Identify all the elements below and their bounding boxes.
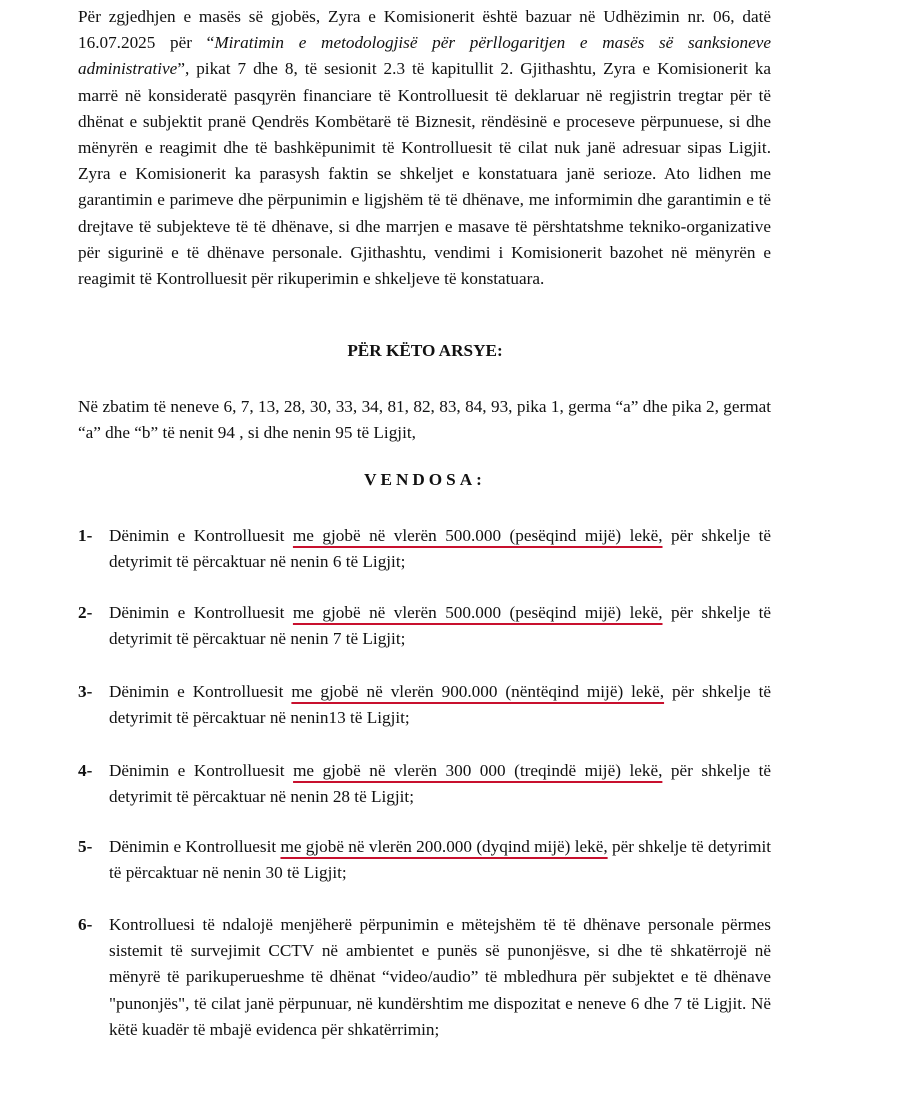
item-text-pre: Dënimin e Kontrolluesit	[109, 603, 293, 622]
heading-reasons: PËR KËTO ARSYE:	[347, 341, 503, 360]
decision-item-number: 6-	[78, 915, 93, 934]
decision-item-text	[109, 679, 771, 731]
decision-item-1	[78, 523, 771, 575]
item-text-post: për shkelje të detyrimit të përcaktuar në nenin13 të Ligjit;	[109, 682, 771, 728]
item-text-post: për shkelje të detyrimit të përcaktuar në nenin 28 të Ligjit;	[109, 761, 771, 807]
intro-paragraph	[78, 4, 771, 292]
decision-item-text	[109, 600, 771, 652]
decision-item-5	[78, 834, 771, 886]
decision-item-text: Kontrolluesi të ndalojë menjëherë përpunimin e mëtejshëm të të dhënave personale përmes sistemit të survejimit CCTV në ambientet e punës së punonjësve, si dhe të shkatërrojë në mënyrë të parikuperueshme të dhënat “video/audio” të mbledhura për subjektet e të dhënave "punonjës", të cilat janë përpunuar, në kundërshtim me dispozitat e neneve 6 dhe 7 të Ligjit. Në këtë kuadër të mbajë evidenca për shkatërrimin;	[109, 915, 771, 1039]
fine-amount-underlined: me gjobë në vlerën 300 000 (treqindë mijë) lekë,	[293, 761, 663, 780]
item-text-pre: Dënimin e Kontrolluesit	[109, 526, 293, 545]
heading-decide: VENDOSA:	[364, 470, 486, 489]
item-text-pre: Dënimin e Kontrolluesit	[109, 761, 294, 780]
decision-item-text	[109, 758, 771, 810]
decision-item-number: 1-	[78, 526, 93, 545]
decision-item-4	[78, 758, 771, 810]
decision-item-text	[109, 523, 771, 575]
item-text-pre: Dënimin e Kontrolluesit	[109, 682, 292, 701]
fine-amount-underlined: me gjobë në vlerën 200.000 (dyqind mijë) lekë,	[280, 837, 608, 856]
decision-item-text	[109, 834, 771, 886]
item-text-post: për shkelje të detyrimit të përcaktuar në nenin 7 të Ligjit;	[109, 603, 771, 649]
decision-item-6	[78, 912, 771, 1043]
decision-item-number: 3-	[78, 682, 93, 701]
intro-text-part2: ”, pikat 7 dhe 8, të sesionit 2.3 të kapitullit 2. Gjithashtu, Zyra e Komisionerit ka marrë në konsideratë pasqyrën financiare të Kontrolluesit të deklaruar në regjistrin tregtar për të dhënat e subjektit pranë Qendrës Kombëtarë të Biznesit, rëndësinë e proceseve përpunuese, si dhe mënyrën e reagimit dhe të bashkëpunimit të Kontrolluesit të cilat nuk janë adresuar sipas Ligjit. Zyra e Komisionerit ka parasysh faktin se shkeljet e konstatuara janë serioze. Ato lidhen me garantimin e parimeve dhe përpunimin e ligjshëm të të dhënave, me informimin dhe garantimin e të drejtave të subjekteve të të dhënave, si dhe marrjen e masave të përshtatshme tekniko-organizative për sigurinë e të dhënave personale. Gjithashtu, vendimi i Komisionerit bazohet në mënyrën e reagimit të Kontrolluesit për rikuperimin e shkeljeve të konstatuara.	[78, 59, 771, 289]
decision-item-number: 2-	[78, 603, 93, 622]
decision-item-number: 5-	[78, 837, 93, 856]
fine-amount-underlined: me gjobë në vlerën 900.000 (nëntëqind mijë) lekë,	[291, 682, 665, 701]
intro-text-part1: Për zgjedhjen e masës së gjobës, Zyra e Komisionerit është bazuar në Udhëzimin nr. 06, datë 16.07.2025 për “	[78, 7, 771, 53]
item-text-post: për shkelje të detyrimit të përcaktuar në nenin 6 të Ligjit;	[109, 526, 771, 572]
legal-basis-paragraph: Në zbatim të neneve 6, 7, 13, 28, 30, 33, 34, 81, 82, 83, 84, 93, pika 1, germa “a” dhe pika 2, germat “a” dhe “b” të nenit 94 , si dhe nenin 95 të Ligjit,	[78, 397, 771, 443]
item-text-post: për shkelje të detyrimit të përcaktuar në nenin 30 të Ligjit;	[109, 837, 771, 883]
intro-italic-title: Miratimin e metodologjisë për përllogaritjen e masës së sanksioneve administrative	[78, 33, 772, 79]
fine-amount-underlined: me gjobë në vlerën 500.000 (pesëqind mijë) lekë,	[292, 526, 663, 545]
decision-item-number: 4-	[78, 761, 93, 780]
fine-amount-underlined: me gjobë në vlerën 500.000 (pesëqind mijë) lekë,	[292, 603, 663, 622]
decision-item-3	[78, 679, 771, 731]
decision-item-2	[78, 600, 771, 652]
item-text-pre: Dënimin e Kontrolluesit	[109, 837, 281, 856]
